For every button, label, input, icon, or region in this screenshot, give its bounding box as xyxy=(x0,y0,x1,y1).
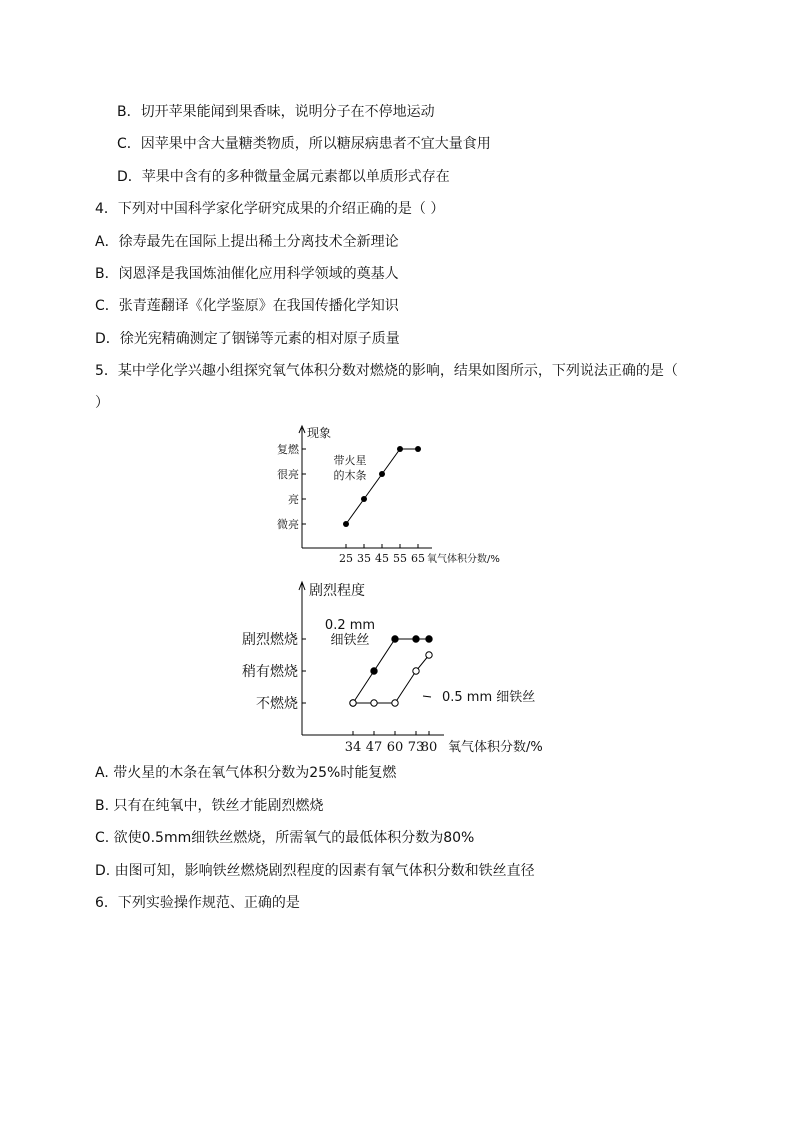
chart-splint xyxy=(260,420,560,570)
q5-option-b: B. 只有在纯氧中，铁丝才能剧烈燃烧 xyxy=(95,798,324,814)
q5-stem-close: ） xyxy=(95,395,109,411)
data-point xyxy=(343,521,349,527)
q5-option-c: C. 欲使0.5mm细铁丝燃烧，所需氧气的最低体积分数为80% xyxy=(95,830,475,846)
data-point xyxy=(426,652,432,658)
x-tick-label: 34 xyxy=(344,740,362,755)
series-line-0-5mm xyxy=(353,655,429,703)
y-tick-label: 亮 xyxy=(288,493,299,506)
x-tick-label: 60 xyxy=(386,740,404,755)
q3-option-b: B．切开苹果能闻到果香味，说明分子在不停地运动 xyxy=(117,104,435,120)
x-axis-title: 氧气体积分数/% xyxy=(448,740,543,755)
y-axis-title: 现象 xyxy=(307,426,332,440)
leader-line xyxy=(423,696,431,697)
q5-option-d: D. 由图可知，影响铁丝燃烧剧烈程度的因素有氧气体积分数和铁丝直径 xyxy=(95,863,535,879)
data-point xyxy=(392,700,398,706)
data-point xyxy=(371,668,377,674)
q4-option-c: C．张青莲翻译《化学鉴原》在我国传播化学知识 xyxy=(95,298,399,314)
x-tick-label: 45 xyxy=(375,552,389,565)
chart-annotation: 带火星 xyxy=(333,454,367,467)
x-tick-label: 47 xyxy=(365,740,383,755)
data-point xyxy=(413,668,419,674)
q3-option-d: D．苹果中含有的多种微量金属元素都以单质形式存在 xyxy=(117,169,450,185)
data-point xyxy=(392,636,398,642)
chart-iron-wire xyxy=(220,575,580,755)
q5-stem: 5．某中学化学兴趣小组探究氧气体积分数对燃烧的影响，结果如图所示，下列说法正确的是（ xyxy=(95,363,678,379)
x-tick-label: 55 xyxy=(393,552,407,565)
x-tick-label: 35 xyxy=(357,552,371,565)
y-tick-label: 很亮 xyxy=(277,468,299,481)
series-label-0-5mm: 0.5 mm 细铁丝 xyxy=(442,690,536,705)
y-tick-label: 不燃烧 xyxy=(256,696,298,712)
q4-option-b: B．闵恩泽是我国炼油催化应用科学领域的奠基人 xyxy=(95,266,399,282)
q4-stem: 4．下列对中国科学家化学研究成果的介绍正确的是（ ） xyxy=(95,201,445,217)
data-point xyxy=(350,700,356,706)
data-point xyxy=(413,636,419,642)
q5-option-a: A. 带火星的木条在氧气体积分数为25%时能复燃 xyxy=(95,765,397,781)
x-tick-label: 65 xyxy=(411,552,425,565)
y-tick-label: 剧烈燃烧 xyxy=(242,632,298,648)
chart-annotation: 的木条 xyxy=(333,469,367,482)
q3-option-c: C．因苹果中含大量糖类物质，所以糖尿病患者不宜大量食用 xyxy=(117,136,491,152)
q4-option-a: A．徐寿最先在国际上提出稀土分离技术全新理论 xyxy=(95,234,399,250)
q4-option-d: D．徐光宪精确测定了铟锑等元素的相对原子质量 xyxy=(95,331,400,347)
y-tick-label: 复燃 xyxy=(277,443,299,456)
series-label-0-2mm: 细铁丝 xyxy=(330,633,370,648)
data-point xyxy=(379,471,385,477)
x-tick-label: 73 xyxy=(407,740,425,755)
q6-stem: 6．下列实验操作规范、正确的是 xyxy=(95,895,300,911)
data-point xyxy=(415,446,421,452)
data-point xyxy=(361,496,367,502)
x-tick-label: 80 xyxy=(420,740,438,755)
data-point xyxy=(426,636,432,642)
y-tick-label: 稍有燃烧 xyxy=(242,664,298,680)
y-tick-label: 微亮 xyxy=(277,518,299,531)
data-point xyxy=(371,700,377,706)
data-point xyxy=(397,446,403,452)
series-label-0-2mm: 0.2 mm xyxy=(324,618,376,633)
y-axis-title: 剧烈程度 xyxy=(309,583,365,599)
x-tick-label: 25 xyxy=(339,552,353,565)
x-axis-title: 氧气体积分数/% xyxy=(427,554,500,565)
